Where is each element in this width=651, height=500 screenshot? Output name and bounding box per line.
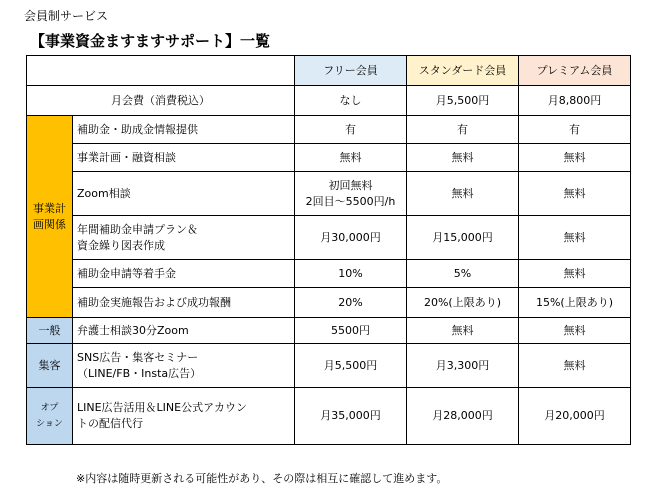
row-standard: 月28,000円 [407,388,519,445]
row-label-line2: トの配信代行 [77,417,143,430]
table-row [27,172,631,216]
fee-standard: 月5,500円 [407,86,519,116]
table-row [27,288,631,318]
table-row [27,144,631,172]
row-free-line1: 初回無料 [328,178,373,192]
row-free [295,172,407,216]
table-row [27,216,631,260]
category-option [27,388,73,445]
row-standard: 5% [407,260,519,288]
row-label-line1: 年間補助金申請プラン＆ [77,222,198,236]
category-business-line1: 事業計 [33,201,66,215]
row-label: 補助金申請等着手金 [73,260,295,288]
service-subtitle: 会員制サービス [24,9,109,23]
row-standard: 有 [407,116,519,144]
table-row [27,344,631,388]
pricing-table [26,55,631,445]
fee-row [27,86,631,116]
plan-header-standard: スタンダード会員 [407,56,519,86]
row-free: 有 [295,116,407,144]
row-label: 補助金実施報告および成功報酬 [73,288,295,318]
table-row [27,318,631,344]
row-label-line1: SNS広告・集客セミナー [77,350,199,364]
fee-premium: 月8,800円 [519,86,631,116]
row-premium: 無料 [519,144,631,172]
row-label-line2: （LINE/FB・Insta広告） [77,366,202,380]
table-row [27,388,631,445]
row-standard: 無料 [407,144,519,172]
row-premium: 無料 [519,216,631,260]
row-free: 月35,000円 [295,388,407,445]
table-header-row [27,56,631,86]
row-label [73,344,295,388]
table-row [27,260,631,288]
footnote: ※内容は随時更新される可能性があり、その際は相互に確認して進めます。 [76,472,448,485]
header-blank-cell [27,56,295,86]
row-label: 弁護士相談30分Zoom [73,318,295,344]
row-label [73,216,295,260]
row-premium: 無料 [519,172,631,216]
row-free: 無料 [295,144,407,172]
row-premium: 無料 [519,318,631,344]
fee-free: なし [295,86,407,116]
row-standard: 20%(上限あり) [407,288,519,318]
table-row [27,116,631,144]
row-label-line2: 資金繰り図表作成 [77,238,165,252]
row-free: 月30,000円 [295,216,407,260]
row-premium: 無料 [519,260,631,288]
row-free-line2: 2回目〜5500円/h [305,194,396,208]
category-general: 一般 [27,318,73,344]
row-premium: 15%(上限あり) [519,288,631,318]
row-label: 事業計画・融資相談 [73,144,295,172]
category-business-line2: 画関係 [33,217,66,231]
category-option-line1: オプ [40,403,59,413]
row-free: 5500円 [295,318,407,344]
row-free: 月5,500円 [295,344,407,388]
plan-header-free: フリー会員 [295,56,407,86]
category-collection: 集客 [27,344,73,388]
row-standard: 無料 [407,172,519,216]
row-standard: 月15,000円 [407,216,519,260]
row-label: 補助金・助成金情報提供 [73,116,295,144]
row-standard: 無料 [407,318,519,344]
page-title: 【事業資金ますますサポート】一覧 [30,32,271,50]
row-premium: 月20,000円 [519,388,631,445]
row-standard: 月3,300円 [407,344,519,388]
row-label: Zoom相談 [73,172,295,216]
plan-header-premium: プレミアム会員 [519,56,631,86]
row-label-line1: LINE広告活用＆LINE公式アカウン [77,401,247,414]
row-label [73,388,295,445]
category-business [27,116,73,318]
row-free: 10% [295,260,407,288]
fee-label: 月会費（消費税込） [27,86,295,116]
category-option-line2: ション [36,419,63,429]
row-premium: 有 [519,116,631,144]
row-free: 20% [295,288,407,318]
row-premium: 無料 [519,344,631,388]
